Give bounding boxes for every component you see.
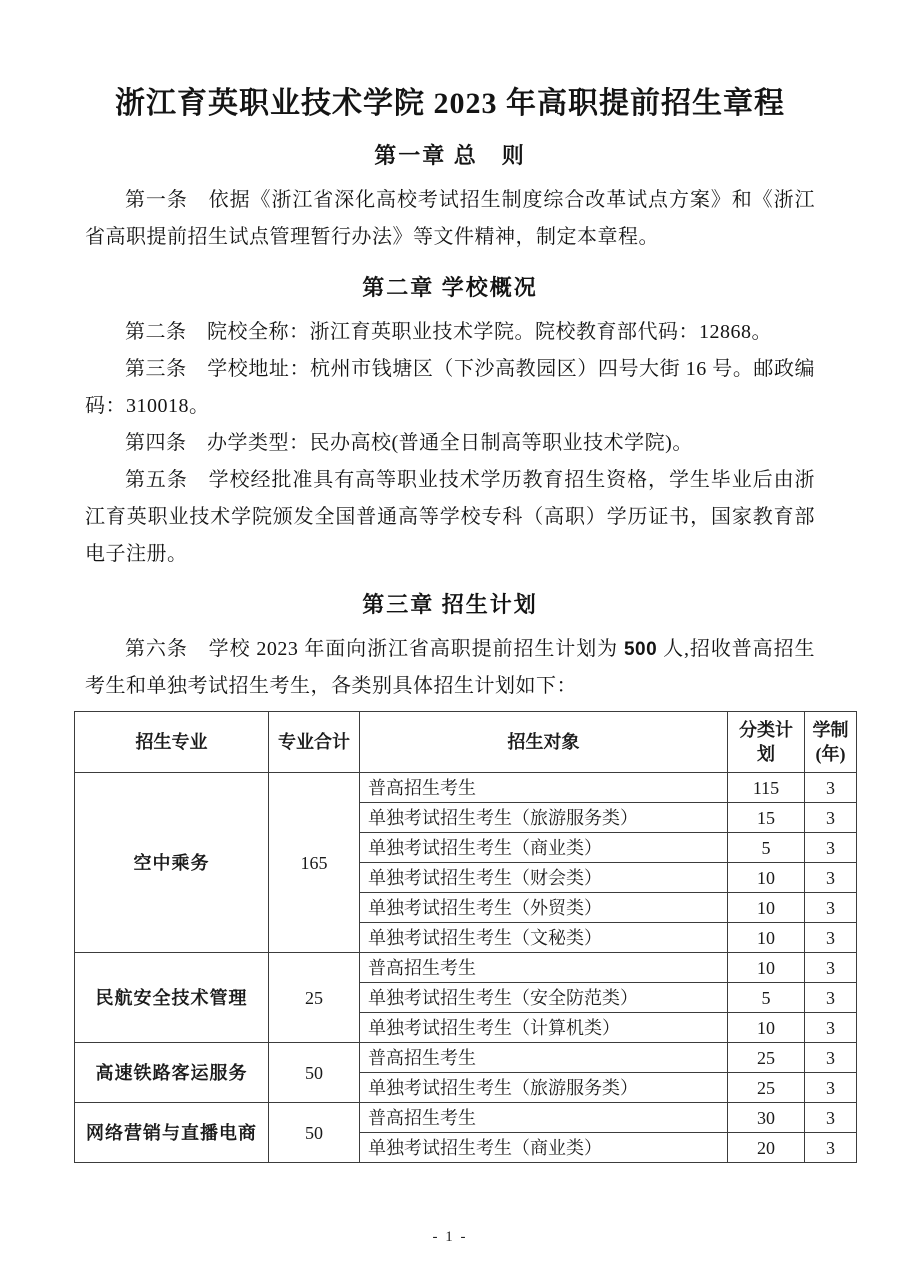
- target-cell: 单独考试招生考生（商业类）: [360, 1133, 728, 1163]
- major-total-cell: 165: [269, 773, 360, 953]
- plan-count-cell: 10: [728, 923, 805, 953]
- target-cell: 普高招生考生: [360, 1103, 728, 1133]
- chapter-3-heading: 第三章 招生计划: [362, 592, 538, 617]
- plan-count-cell: 25: [728, 1043, 805, 1073]
- total-plan-count: 500: [623, 639, 658, 660]
- years-cell: 3: [805, 983, 857, 1013]
- table-row: [75, 953, 857, 983]
- enrollment-plan-table: [74, 711, 857, 1163]
- years-cell: 3: [805, 863, 857, 893]
- major-total-cell: 25: [269, 953, 360, 1043]
- document-title: 浙江育英职业技术学院 2023 年高职提前招生章程: [115, 87, 785, 120]
- years-cell: 3: [805, 1133, 857, 1163]
- header-target: 招生对象: [360, 712, 728, 773]
- major-total-cell: 50: [269, 1103, 360, 1163]
- header-total: 专业合计: [269, 712, 360, 773]
- plan-count-cell: 10: [728, 953, 805, 983]
- target-cell: 单独考试招生考生（外贸类）: [360, 893, 728, 923]
- article-6-paragraph: [85, 631, 815, 705]
- plan-count-cell: 10: [728, 863, 805, 893]
- table-row: [75, 1103, 857, 1133]
- plan-count-cell: 20: [728, 1133, 805, 1163]
- plan-count-cell: 10: [728, 893, 805, 923]
- years-cell: 3: [805, 1073, 857, 1103]
- target-cell: 单独考试招生考生（商业类）: [360, 833, 728, 863]
- plan-count-cell: 10: [728, 1013, 805, 1043]
- plan-count-cell: 25: [728, 1073, 805, 1103]
- article-2-paragraph: 第二条 院校全称：浙江育英职业技术学院。院校教育部代码：12868。: [125, 321, 772, 343]
- years-cell: 3: [805, 773, 857, 803]
- major-cell: 网络营销与直播电商: [75, 1103, 269, 1163]
- plan-count-cell: 115: [728, 773, 805, 803]
- table-row: [75, 1043, 857, 1073]
- years-cell: 3: [805, 1043, 857, 1073]
- target-cell: 普高招生考生: [360, 953, 728, 983]
- table-header-row: [75, 712, 857, 773]
- article-6-text-before: 第六条 学校 2023 年面向浙江省高职提前招生计划为: [125, 638, 624, 660]
- plan-count-cell: 5: [728, 833, 805, 863]
- years-cell: 3: [805, 893, 857, 923]
- page-number: - 1 -: [432, 1229, 468, 1245]
- years-cell: 3: [805, 923, 857, 953]
- major-cell: 空中乘务: [75, 773, 269, 953]
- article-5-paragraph: 第五条 学校经批准具有高等职业技术学历教育招生资格，学生毕业后由浙江育英职业技术学院颁发全国普通高等学校专科（高职）学历证书，国家教育部电子注册。: [85, 469, 815, 565]
- plan-count-cell: 30: [728, 1103, 805, 1133]
- target-cell: 单独考试招生考生（财会类）: [360, 863, 728, 893]
- major-cell: 民航安全技术管理: [75, 953, 269, 1043]
- header-plan: 分类计划: [728, 712, 805, 773]
- target-cell: 单独考试招生考生（文秘类）: [360, 923, 728, 953]
- article-1-paragraph: 第一条 依据《浙江省深化高校考试招生制度综合改革试点方案》和《浙江省高职提前招生试点管理暂行办法》等文件精神，制定本章程。: [85, 189, 815, 248]
- years-cell: 3: [805, 953, 857, 983]
- table-row: [75, 773, 857, 803]
- article-3-paragraph: 第三条 学校地址：杭州市钱塘区（下沙高教园区）四号大街 16 号。邮政编码：310018。: [85, 358, 815, 417]
- major-total-cell: 50: [269, 1043, 360, 1103]
- major-cell: 高速铁路客运服务: [75, 1043, 269, 1103]
- plan-count-cell: 15: [728, 803, 805, 833]
- article-4-paragraph: 第四条 办学类型：民办高校(普通全日制高等职业技术学院)。: [125, 432, 693, 454]
- header-major: 招生专业: [75, 712, 269, 773]
- target-cell: 单独考试招生考生（安全防范类）: [360, 983, 728, 1013]
- years-cell: 3: [805, 1103, 857, 1133]
- plan-count-cell: 5: [728, 983, 805, 1013]
- chapter-1-heading: 第一章 总 则: [374, 143, 526, 168]
- target-cell: 单独考试招生考生（计算机类）: [360, 1013, 728, 1043]
- plan-table-body: [75, 773, 857, 1163]
- target-cell: 普高招生考生: [360, 1043, 728, 1073]
- chapter-2-heading: 第二章 学校概况: [362, 275, 538, 300]
- target-cell: 普高招生考生: [360, 773, 728, 803]
- years-cell: 3: [805, 803, 857, 833]
- header-years: 学制(年): [805, 712, 857, 773]
- years-cell: 3: [805, 833, 857, 863]
- years-cell: 3: [805, 1013, 857, 1043]
- target-cell: 单独考试招生考生（旅游服务类）: [360, 1073, 728, 1103]
- article-6-text-after: 人,招收普高招生考生和单独考试招生考生，各类别具体招生计划如下：: [85, 638, 816, 697]
- target-cell: 单独考试招生考生（旅游服务类）: [360, 803, 728, 833]
